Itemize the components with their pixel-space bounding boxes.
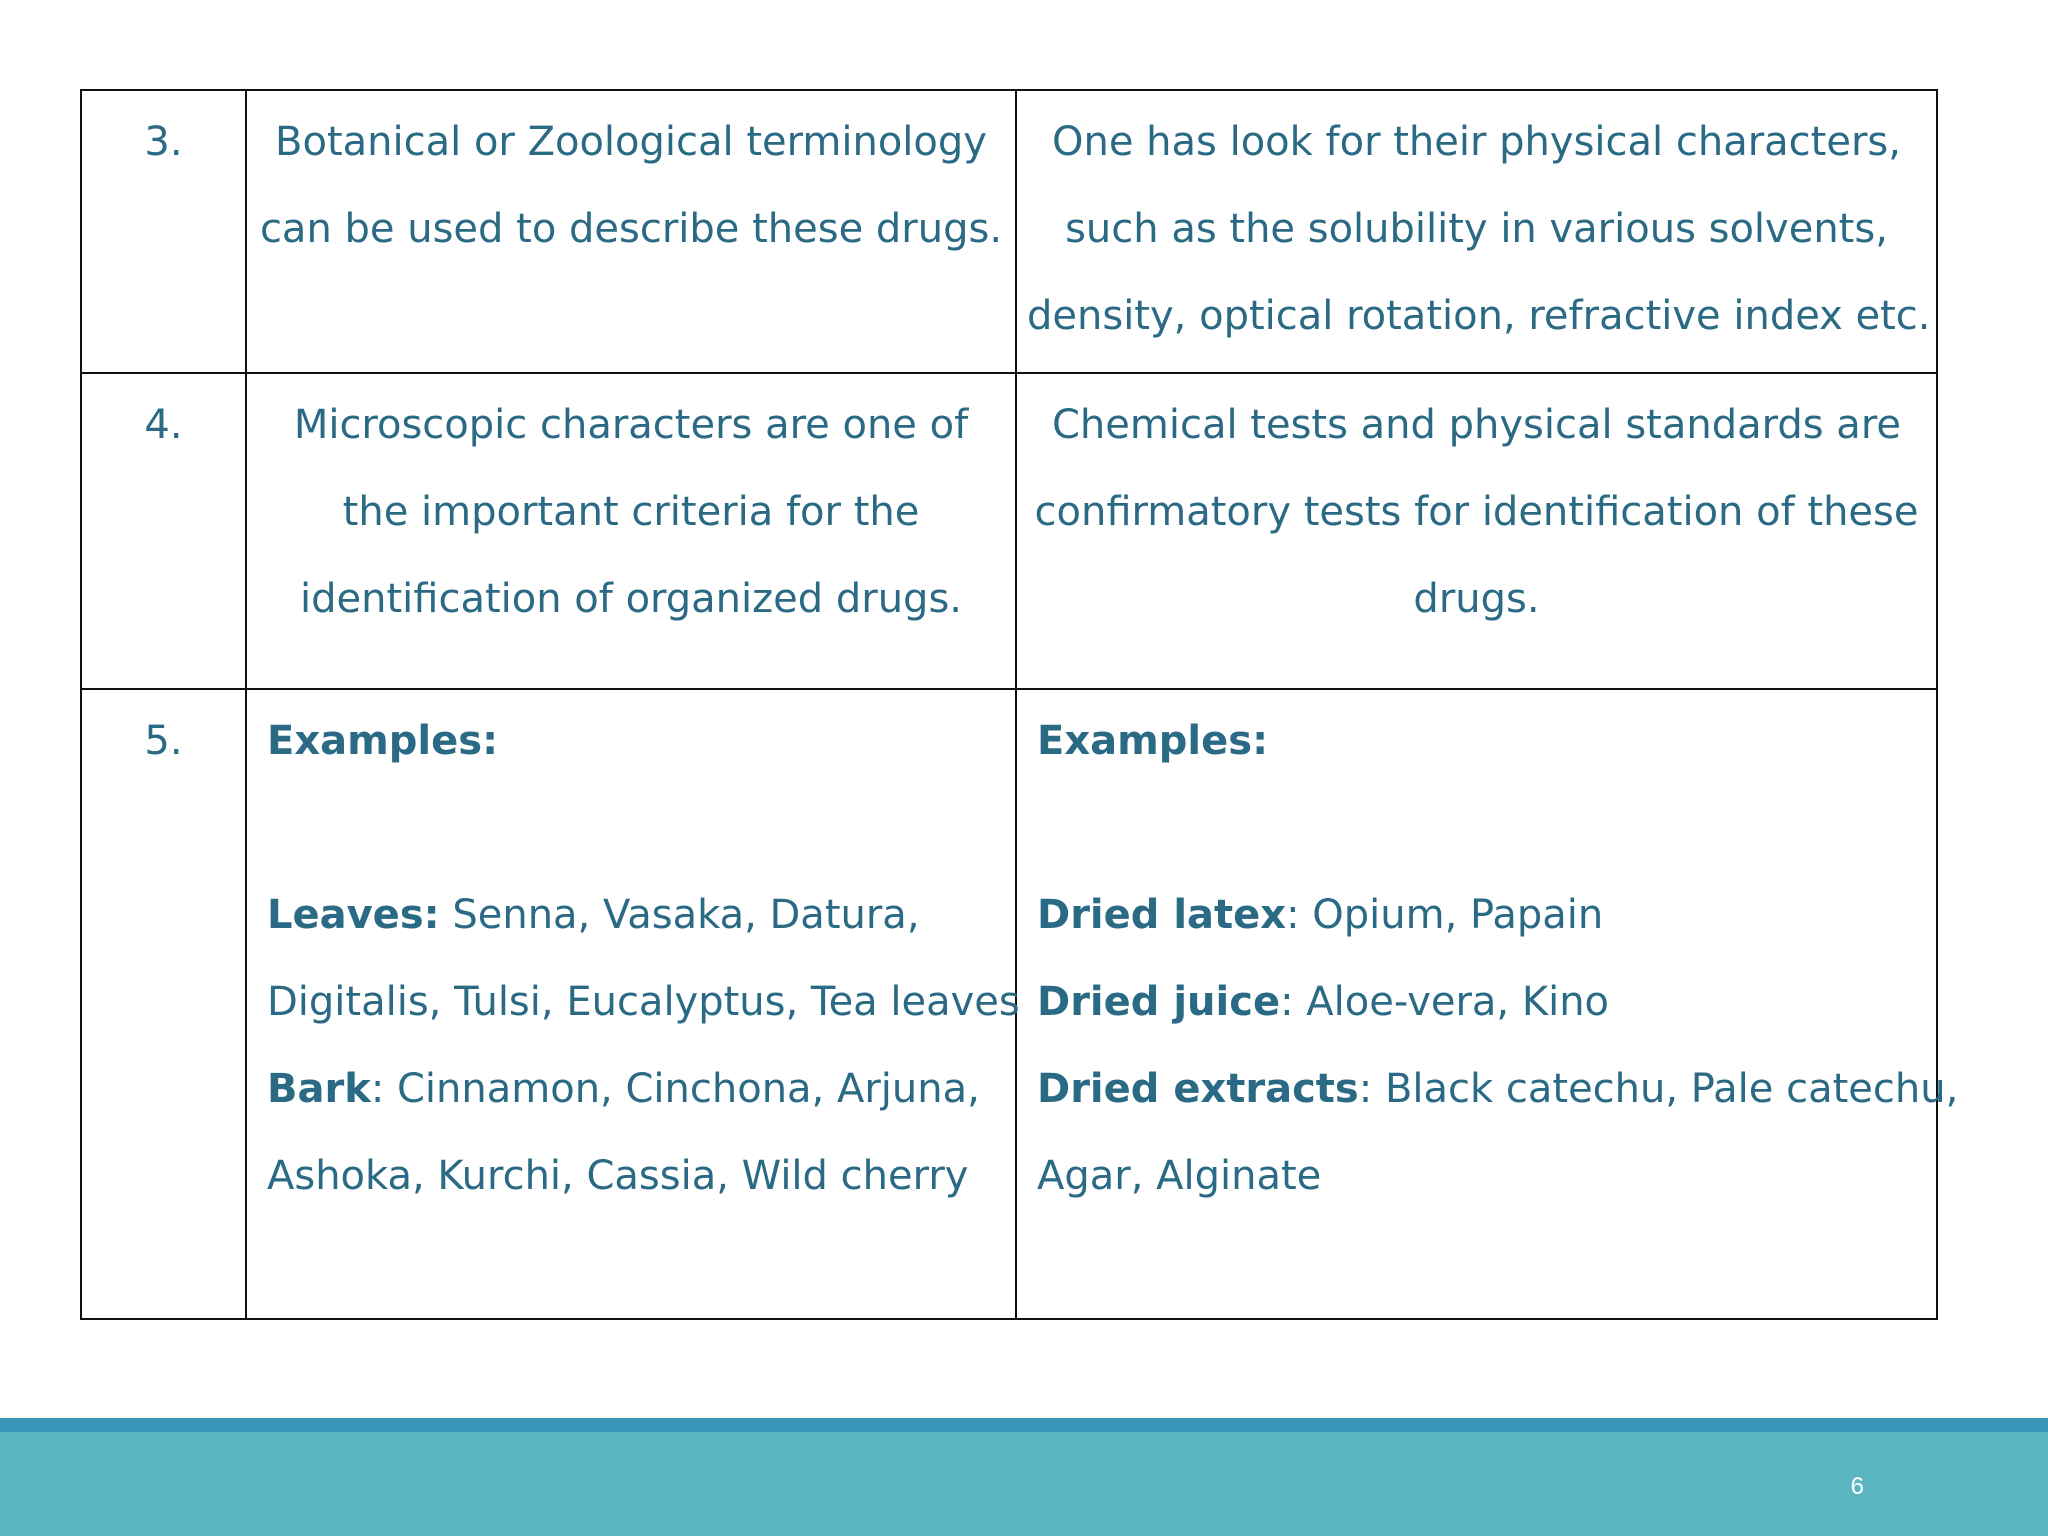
spacer <box>1037 785 1926 872</box>
footer-band <box>0 1432 2048 1536</box>
cell-text-line: density, optical rotation, refractive index etc. <box>1027 293 1931 339</box>
bark-examples: Bark: Cinnamon, Cinchona, Arjuna, <box>267 1066 980 1112</box>
cell-text-line: Botanical or Zoological terminology <box>275 119 987 165</box>
cell-text-line: confirmatory tests for identification of these <box>1034 489 1919 535</box>
cell-text-line: Chemical tests and physical standards are <box>1051 402 1901 448</box>
row-number: 3. <box>81 90 246 373</box>
leaves-examples: Leaves: Senna, Vasaka, Datura, <box>267 892 920 938</box>
organized-examples-cell <box>246 689 1020 1319</box>
cell-text-line: One has look for their physical characters, <box>1052 119 1901 165</box>
cell-text-line: can be used to describe these drugs. <box>259 206 1003 252</box>
latex-label: Dried latex <box>1037 892 1287 938</box>
bark-label: Bark <box>267 1066 371 1112</box>
cell-text-line: the important criteria for the <box>342 489 920 535</box>
latex-examples: Dried latex: Opium, Papain <box>1037 892 1604 938</box>
juice-examples: Dried juice: Aloe-vera, Kino <box>1037 979 1610 1025</box>
table-row <box>81 689 1937 1319</box>
table-row <box>81 373 1937 689</box>
organized-cell <box>246 90 1016 373</box>
unorganized-cell <box>1016 90 1937 373</box>
juice-label: Dried juice <box>1037 979 1281 1025</box>
extracts-examples: Dried extracts: Black catechu, Pale catechu, <box>1037 1066 1959 1112</box>
examples-heading: Examples: <box>267 718 499 764</box>
unorganized-cell <box>1016 373 1937 689</box>
extracts-examples-cont: Agar, Alginate <box>1037 1153 1322 1199</box>
extracts-label: Dried extracts <box>1037 1066 1359 1112</box>
organized-cell <box>246 373 1016 689</box>
unorganized-examples-cell <box>1016 689 1959 1319</box>
bark-examples-cont: Ashoka, Kurchi, Cassia, Wild cherry <box>267 1153 969 1199</box>
page-number: 6 <box>1850 1473 1864 1500</box>
cell-text-line: Microscopic characters are one of <box>293 402 969 448</box>
table-row <box>81 90 1937 373</box>
leaves-examples-cont: Digitalis, Tulsi, Eucalyptus, Tea leaves <box>267 979 1020 1025</box>
examples-heading: Examples: <box>1037 718 1269 764</box>
footer-divider <box>0 1418 2048 1432</box>
cell-text-line: such as the solubility in various solvents, <box>1065 206 1888 252</box>
cell-text-line: drugs. <box>1413 576 1540 622</box>
comparison-table <box>80 89 1959 1320</box>
cell-text-line: identification of organized drugs. <box>300 576 962 622</box>
row-number: 4. <box>81 373 246 689</box>
spacer <box>267 785 1005 872</box>
row-number: 5. <box>81 689 246 1319</box>
leaves-label: Leaves: <box>267 892 440 938</box>
